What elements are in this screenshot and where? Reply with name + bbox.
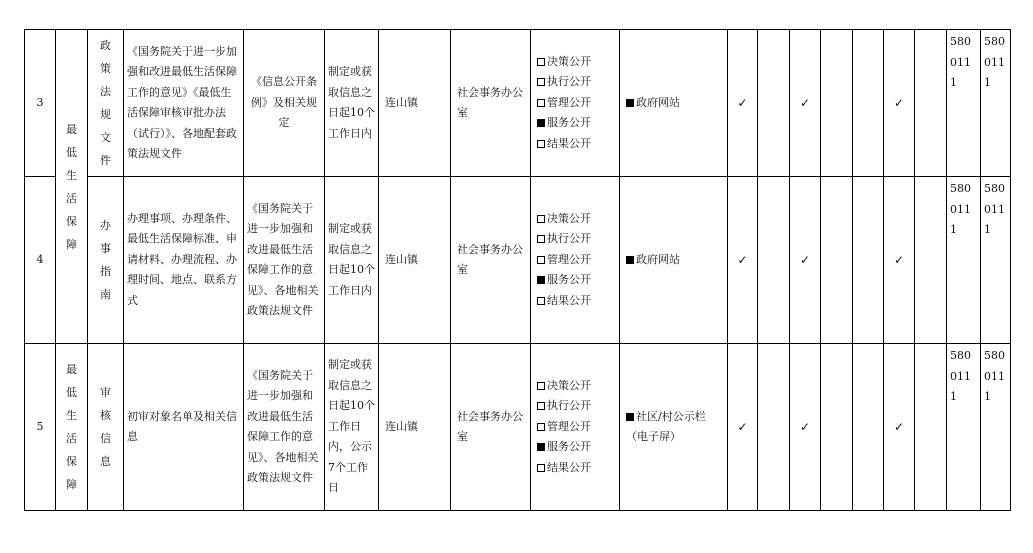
subject-cell: 连山镇 bbox=[379, 344, 451, 511]
mark-cell: ✓ bbox=[790, 344, 821, 511]
scope-option-label: 服务公开 bbox=[547, 116, 591, 130]
scope-cell bbox=[531, 177, 620, 344]
empty-square-icon bbox=[537, 215, 545, 223]
scope-option-label: 决策公开 bbox=[547, 211, 591, 225]
mark-cell: ✓ bbox=[728, 344, 758, 511]
scope-option bbox=[537, 458, 616, 479]
item-cell: 审核信息 bbox=[88, 344, 124, 511]
dept-cell: 社会事务办公室 bbox=[451, 344, 531, 511]
seq-cell: 5 bbox=[25, 344, 56, 511]
code-cell: 5800111 bbox=[981, 177, 1011, 344]
scope-option-label: 执行公开 bbox=[547, 399, 591, 413]
empty-square-icon bbox=[537, 78, 545, 86]
code-cell: 5800111 bbox=[947, 30, 981, 177]
scope-option-label: 结果公开 bbox=[547, 136, 591, 150]
scope-option-label: 服务公开 bbox=[547, 273, 591, 287]
filled-square-icon bbox=[626, 413, 634, 421]
mark-cell bbox=[758, 344, 790, 511]
subject-cell: 连山镇 bbox=[379, 30, 451, 177]
scope-option bbox=[537, 134, 616, 155]
scope-option bbox=[537, 250, 616, 271]
mark-cell bbox=[821, 30, 853, 177]
seq-cell: 3 bbox=[25, 30, 56, 177]
table-row bbox=[25, 177, 1011, 344]
seq-cell: 4 bbox=[25, 177, 56, 344]
content-cell: 办理事项、办理条件、最低生活保障标准、申请材料、办理流程、办理时间、地点、联系方式 bbox=[124, 177, 244, 344]
filled-square-icon bbox=[626, 256, 634, 264]
scope-option-label: 服务公开 bbox=[547, 440, 591, 454]
mark-cell bbox=[758, 30, 790, 177]
mark-cell bbox=[915, 30, 947, 177]
scope-option-label: 结果公开 bbox=[547, 460, 591, 474]
scope-option-label: 执行公开 bbox=[547, 75, 591, 89]
category-cell: 最低生活保障 bbox=[56, 30, 88, 344]
empty-square-icon bbox=[537, 423, 545, 431]
empty-square-icon bbox=[537, 99, 545, 107]
scope-cell bbox=[531, 30, 620, 177]
mark-cell bbox=[758, 177, 790, 344]
code-cell: 5800111 bbox=[981, 344, 1011, 511]
time-cell: 制定或获取信息之日起10个工作日内 bbox=[325, 30, 379, 177]
filled-square-icon bbox=[626, 99, 634, 107]
dept-cell: 社会事务办公室 bbox=[451, 30, 531, 177]
subject-cell: 连山镇 bbox=[379, 177, 451, 344]
mark-cell bbox=[915, 177, 947, 344]
table-row bbox=[25, 30, 1011, 177]
empty-square-icon bbox=[537, 382, 545, 390]
basis-cell: 《国务院关于进一步加强和改进最低生活保障工作的意见》、各地相关政策法规文件 bbox=[244, 177, 325, 344]
scope-option bbox=[537, 229, 616, 250]
scope-option-label: 结果公开 bbox=[547, 293, 591, 307]
mark-cell: ✓ bbox=[790, 177, 821, 344]
time-cell: 制定或获取信息之日起10个工作日内，公示7个工作日 bbox=[325, 344, 379, 511]
scope-option bbox=[537, 396, 616, 417]
mark-cell: ✓ bbox=[884, 30, 915, 177]
empty-square-icon bbox=[537, 402, 545, 410]
scope-option bbox=[537, 93, 616, 114]
mark-cell bbox=[853, 177, 884, 344]
empty-square-icon bbox=[537, 58, 545, 66]
empty-square-icon bbox=[537, 235, 545, 243]
empty-square-icon bbox=[537, 297, 545, 305]
empty-square-icon bbox=[537, 464, 545, 472]
time-cell: 制定或获取信息之日起10个工作日内 bbox=[325, 177, 379, 344]
scope-option-label: 管理公开 bbox=[547, 252, 591, 266]
scope-option bbox=[537, 291, 616, 312]
dept-cell: 社会事务办公室 bbox=[451, 177, 531, 344]
basis-cell: 《国务院关于进一步加强和改进最低生活保障工作的意见》、各地相关政策法规文件 bbox=[244, 344, 325, 511]
item-cell: 政策法规文件 bbox=[88, 30, 124, 177]
content-cell: 初审对象名单及相关信息 bbox=[124, 344, 244, 511]
mark-cell bbox=[915, 344, 947, 511]
mark-cell bbox=[853, 30, 884, 177]
channel-cell: 政府网站 bbox=[620, 177, 728, 344]
scope-option-label: 管理公开 bbox=[547, 95, 591, 109]
mark-cell: ✓ bbox=[728, 30, 758, 177]
mark-cell: ✓ bbox=[790, 30, 821, 177]
scope-option-label: 决策公开 bbox=[547, 378, 591, 392]
scope-option bbox=[537, 437, 616, 458]
category-cell: 最低生活保障 bbox=[56, 344, 88, 511]
filled-square-icon bbox=[537, 276, 545, 284]
mark-cell: ✓ bbox=[728, 177, 758, 344]
scope-option-label: 决策公开 bbox=[547, 54, 591, 68]
code-cell: 5800111 bbox=[981, 30, 1011, 177]
filled-square-icon bbox=[537, 119, 545, 127]
mark-cell bbox=[853, 344, 884, 511]
item-cell: 办事指南 bbox=[88, 177, 124, 344]
mark-cell: ✓ bbox=[884, 344, 915, 511]
mark-cell bbox=[821, 344, 853, 511]
content-cell: 《国务院关于进一步加强和改进最低生活保障工作的意见》《最低生活保障审核审批办法（试行）》、各地配套政策法规文件 bbox=[124, 30, 244, 177]
filled-square-icon bbox=[537, 443, 545, 451]
scope-option bbox=[537, 376, 616, 397]
basis-cell: 《信息公开条例》及相关规定 bbox=[244, 30, 325, 177]
scope-option bbox=[537, 270, 616, 291]
empty-square-icon bbox=[537, 256, 545, 264]
scope-option bbox=[537, 113, 616, 134]
disclosure-table bbox=[24, 29, 1011, 511]
table-row bbox=[25, 344, 1011, 511]
empty-square-icon bbox=[537, 140, 545, 148]
channel-cell: 社区/村公示栏（电子屏） bbox=[620, 344, 728, 511]
scope-cell bbox=[531, 344, 620, 511]
mark-cell: ✓ bbox=[884, 177, 915, 344]
scope-option bbox=[537, 417, 616, 438]
scope-option bbox=[537, 52, 616, 73]
scope-option-label: 管理公开 bbox=[547, 419, 591, 433]
code-cell: 5800111 bbox=[947, 177, 981, 344]
channel-cell: 政府网站 bbox=[620, 30, 728, 177]
mark-cell bbox=[821, 177, 853, 344]
scope-option bbox=[537, 209, 616, 230]
code-cell: 5800111 bbox=[947, 344, 981, 511]
scope-option bbox=[537, 72, 616, 93]
scope-option-label: 执行公开 bbox=[547, 232, 591, 246]
